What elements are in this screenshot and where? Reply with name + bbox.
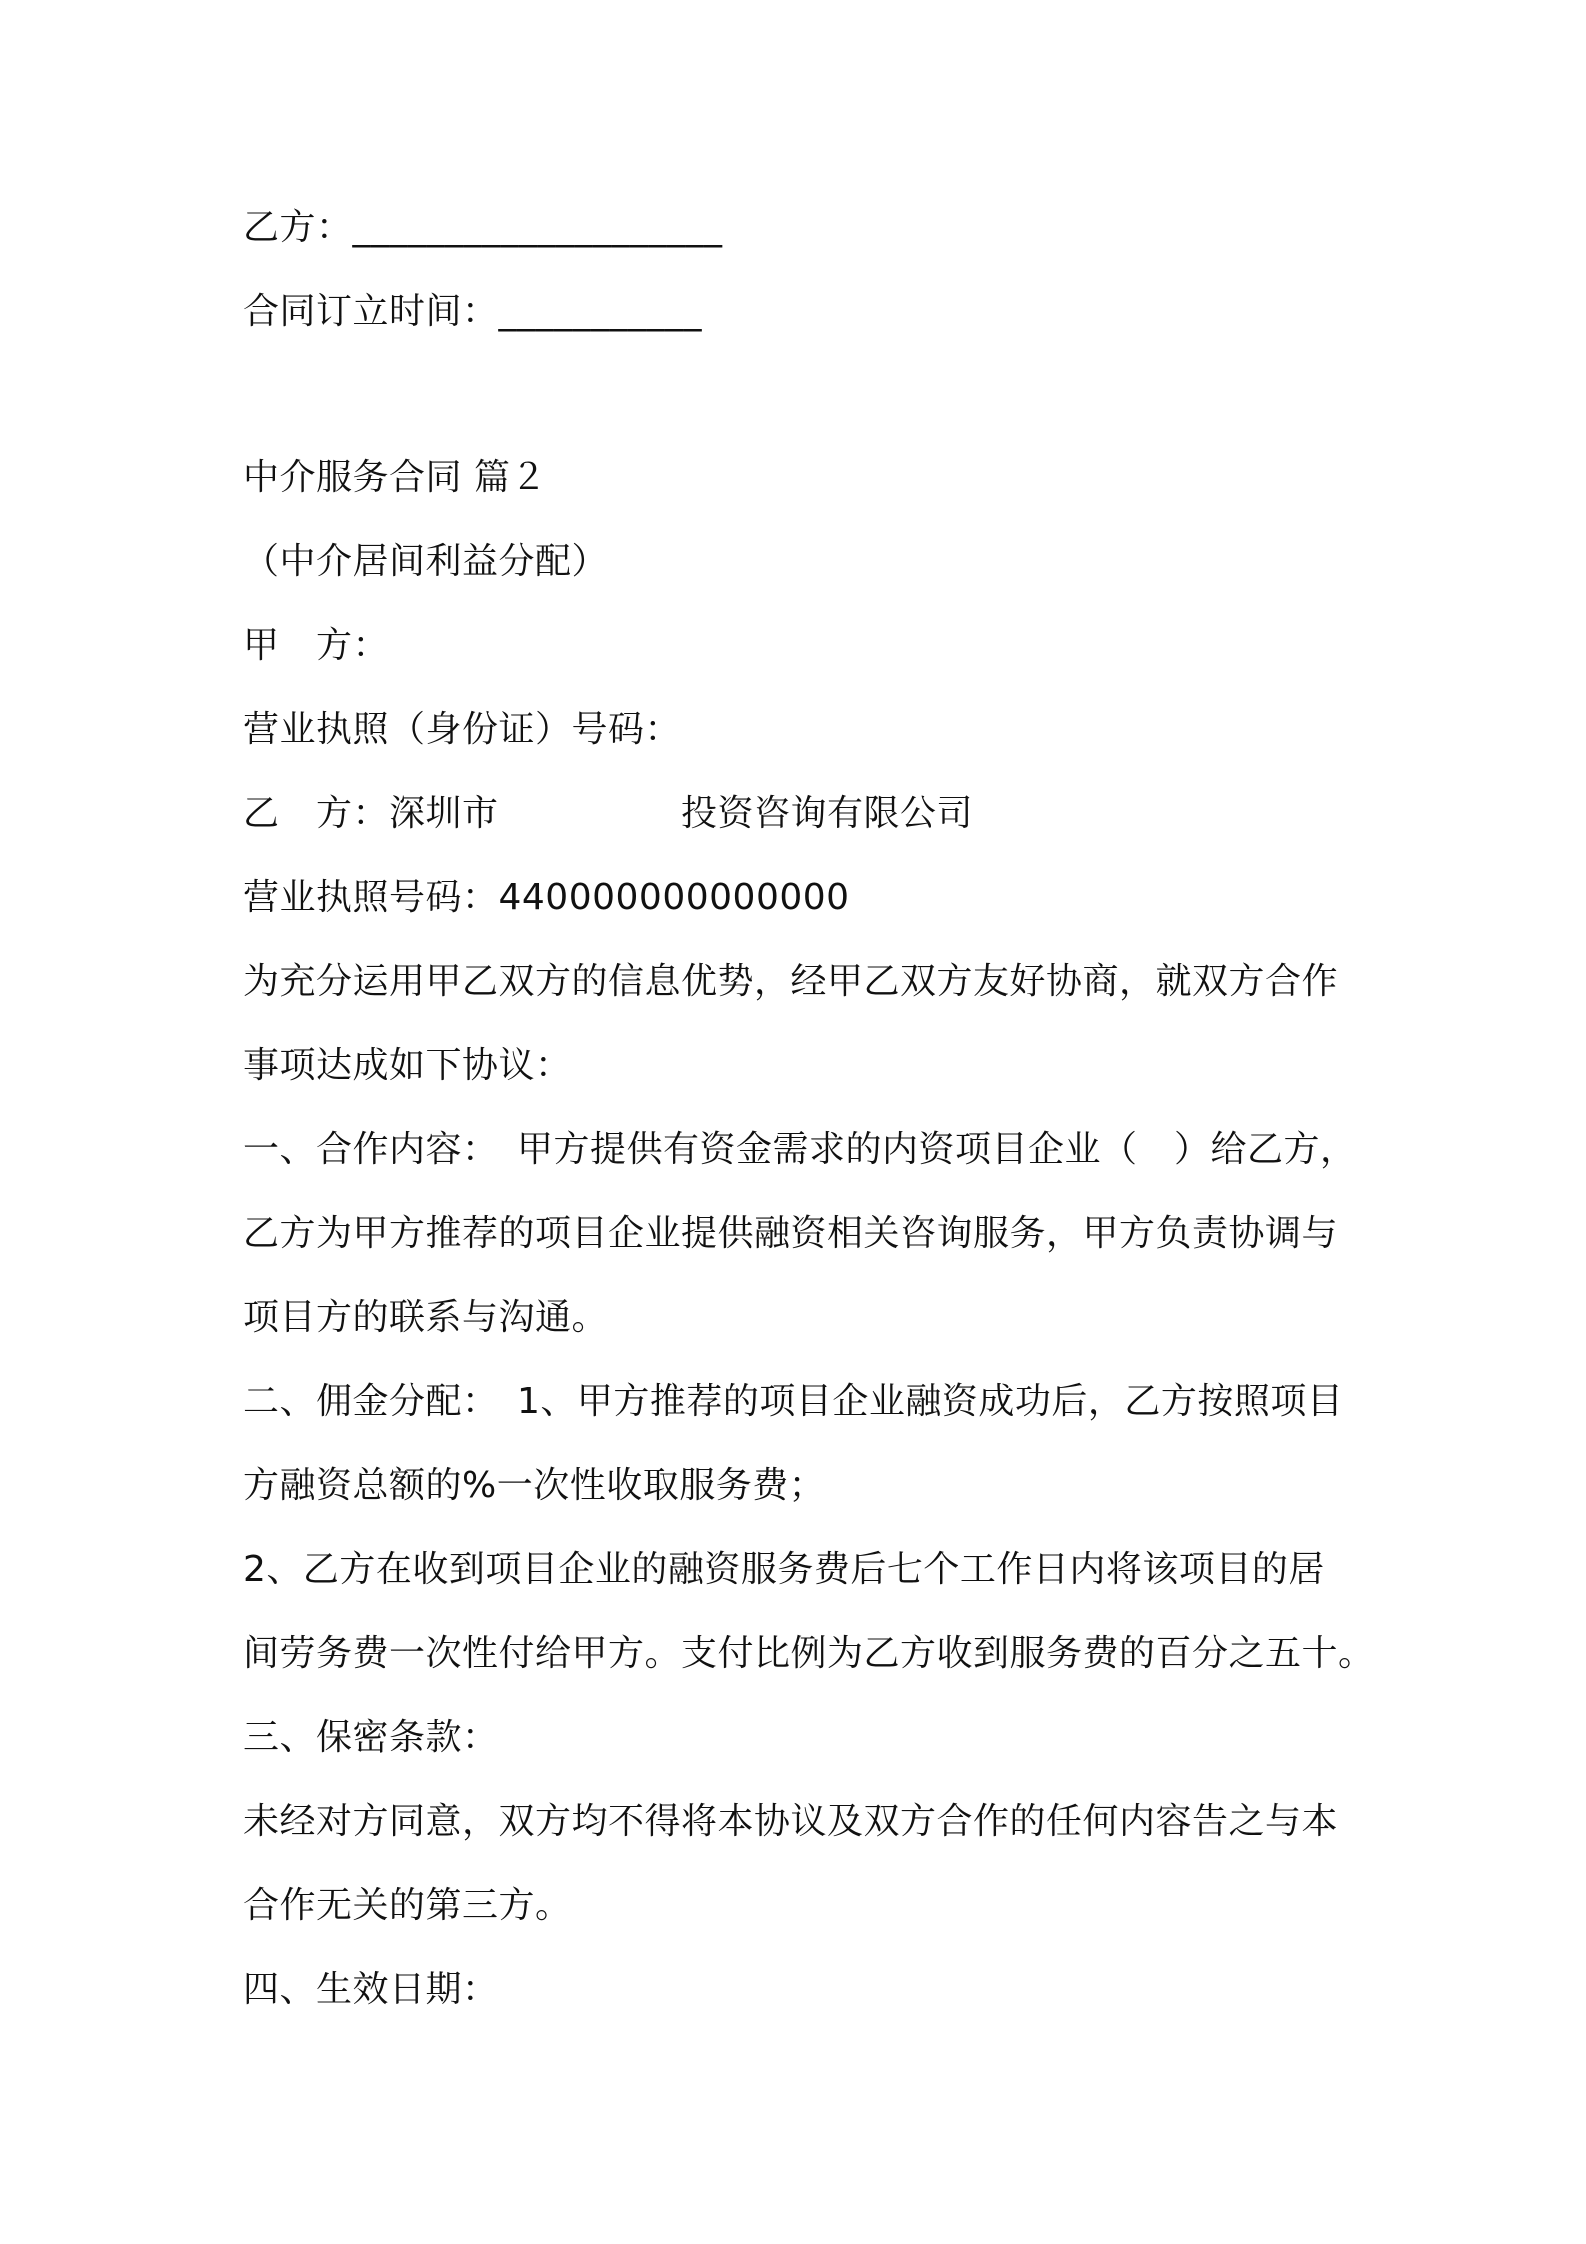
preamble-line: 事项达成如下协议： — [243, 1045, 572, 1086]
party-b-line: 乙 方：深圳市 投资咨询有限公司 — [243, 793, 974, 834]
section-confidentiality-line: 合作无关的第三方。 — [243, 1885, 572, 1926]
preamble-line: 为充分运用甲乙双方的信息优势，经甲乙双方友好协商，就双方合作 — [243, 961, 1339, 1002]
party-b-signature-line: 乙方：____________________ — [243, 207, 723, 248]
contract-date-line: 合同订立时间：___________ — [243, 291, 703, 332]
section-cooperation-line: 项目方的联系与沟通。 — [243, 1297, 609, 1338]
contract-title: 中介服务合同 篇２ — [243, 457, 547, 498]
section-confidentiality-line: 未经对方同意，双方均不得将本协议及双方合作的任何内容告之与本 — [243, 1801, 1339, 1842]
section-commission-line: 间劳务费一次性付给甲方。支付比例为乙方收到服务费的百分之五十。 — [243, 1633, 1375, 1674]
section-cooperation-line: 乙方为甲方推荐的项目企业提供融资相关咨询服务，甲方负责协调与 — [243, 1213, 1339, 1254]
section-confidentiality-heading: 三、保密条款： — [243, 1717, 499, 1758]
party-a-license-line: 营业执照（身份证）号码： — [243, 709, 682, 750]
section-commission-line: 2、乙方在收到项目企业的融资服务费后七个工作日内将该项目的居 — [243, 1549, 1325, 1590]
section-commission-line: 方融资总额的%一次性收取服务费； — [243, 1465, 826, 1506]
contract-subtitle: （中介居间利益分配） — [243, 541, 609, 582]
party-b-license-line: 营业执照号码：440000000000000 — [243, 877, 850, 918]
section-cooperation-line: 一、合作内容： 甲方提供有资金需求的内资项目企业（ ）给乙方， — [243, 1129, 1357, 1170]
section-effective-date-heading: 四、生效日期： — [243, 1969, 499, 2010]
section-commission-line: 二、佣金分配： 1、甲方推荐的项目企业融资成功后，乙方按照项目 — [243, 1381, 1344, 1422]
party-a-line: 甲 方： — [243, 625, 390, 666]
